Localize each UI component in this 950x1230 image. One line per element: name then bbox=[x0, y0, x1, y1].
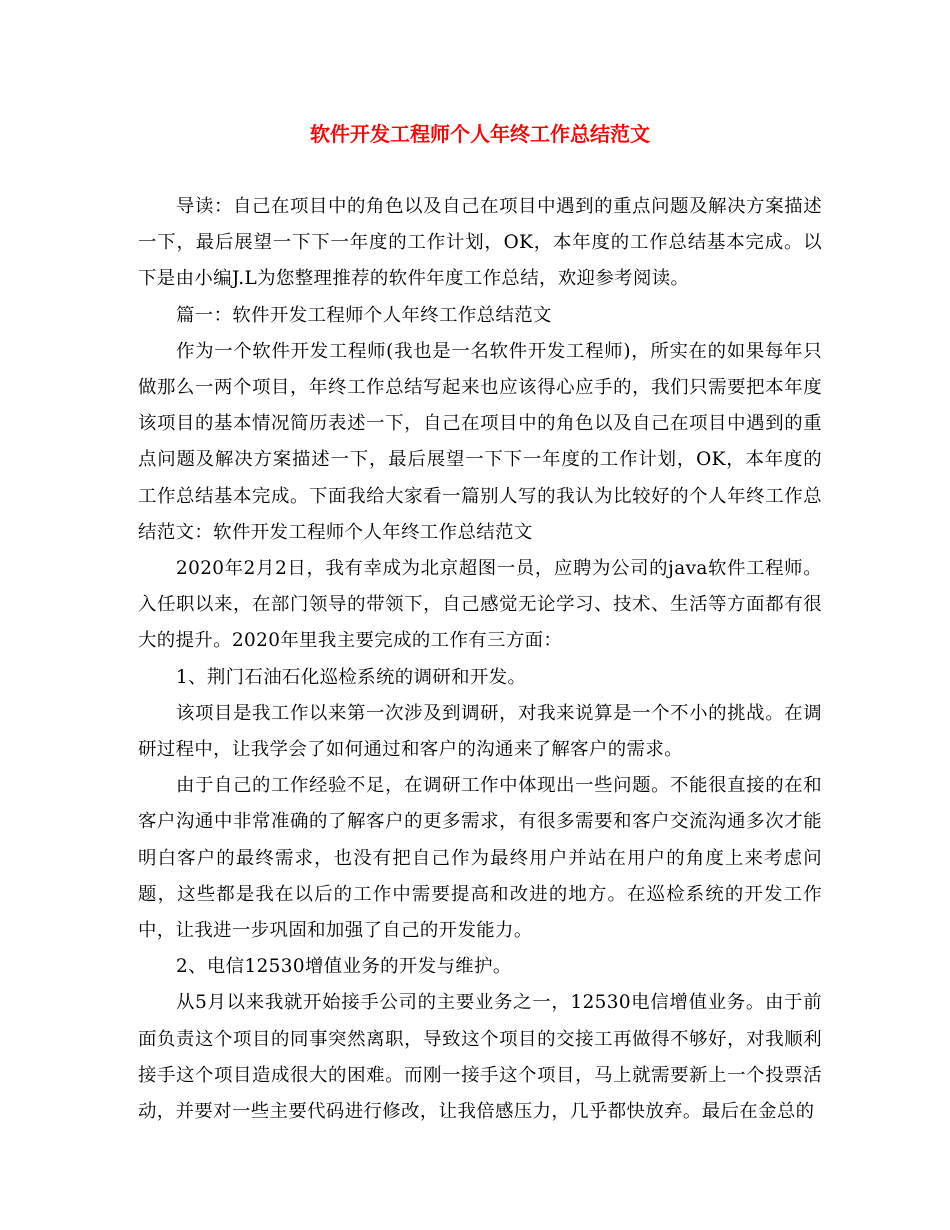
paragraph: 由于自己的工作经验不足，在调研工作中体现出一些问题。不能很直接的在和客户沟通中非常准确的了解客户的更多需求，有很多需要和客户交流沟通多次才能明白客户的最终需求，也没有把自己作为最终用户并站在用户的角度上来考虑问题，这些都是我在以后的工作中需要提高和改进的地方。在巡检系统的开发工作中，让我进一步巩固和加强了自己的开发能力。 bbox=[138, 775, 822, 942]
paragraph: 该项目是我工作以来第一次涉及到调研，对我来说算是一个不小的挑战。在调研过程中，让我学会了如何通过和客户的沟通来了解客户的需求。 bbox=[138, 702, 822, 761]
paragraph: 从5月以来我就开始接手公司的主要业务之一，12530电信增值业务。由于前面负责这个项目的同事突然离职，导致这个项目的交接工再做得不够好，对我顺利接手这个项目造成很大的困难。而刚一接手这个项目，马上就需要新上一个投票活动，并要对一些主要代码进行修改，让我倍感压力，几乎都快放弃。最后在金总的 bbox=[138, 992, 822, 1123]
paragraph: 作为一个软件开发工程师(我也是一名软件开发工程师)，所实在的如果每年只做那么一两个项目，年终工作总结写起来也应该得心应手的，我们只需要把本年度该项目的基本情况简历表述一下，自己在项目中的角色以及自己在项目中遇到的重点问题及解决方案描述一下，最后展望一下下一年度的工作计划，OK，本年度的工作总结基本完成。下面我给大家看一篇别人写的我认为比较好的个人年终工作总结范文：软件开发工程师个人年终工作总结范文 bbox=[138, 340, 822, 543]
paragraph-intro: 导读：自己在项目中的角色以及自己在项目中遇到的重点问题及解决方案描述一下，最后展望一下下一年度的工作计划，OK，本年度的工作总结基本完成。以下是由小编J.L为您整理推荐的软件年度工作总结，欢迎参考阅读。 bbox=[138, 196, 822, 290]
document-title: 软件开发工程师个人年终工作总结范文 bbox=[310, 122, 650, 146]
paragraph: 2020年2月2日，我有幸成为北京超图一员，应聘为公司的java软件工程师。入任职以来，在部门领导的带领下，自己感觉无论学习、技术、生活等方面都有很大的提升。2020年里我主要完成的工作有三方面： bbox=[138, 558, 822, 652]
paragraph-item-heading: 1、荆门石油石化巡检系统的调研和开发。 bbox=[176, 666, 527, 688]
paragraph-item-heading: 2、电信12530增值业务的开发与维护。 bbox=[176, 956, 512, 978]
paragraph-section-heading: 篇一：软件开发工程师个人年终工作总结范文 bbox=[176, 304, 552, 326]
document-body bbox=[138, 189, 822, 1130]
